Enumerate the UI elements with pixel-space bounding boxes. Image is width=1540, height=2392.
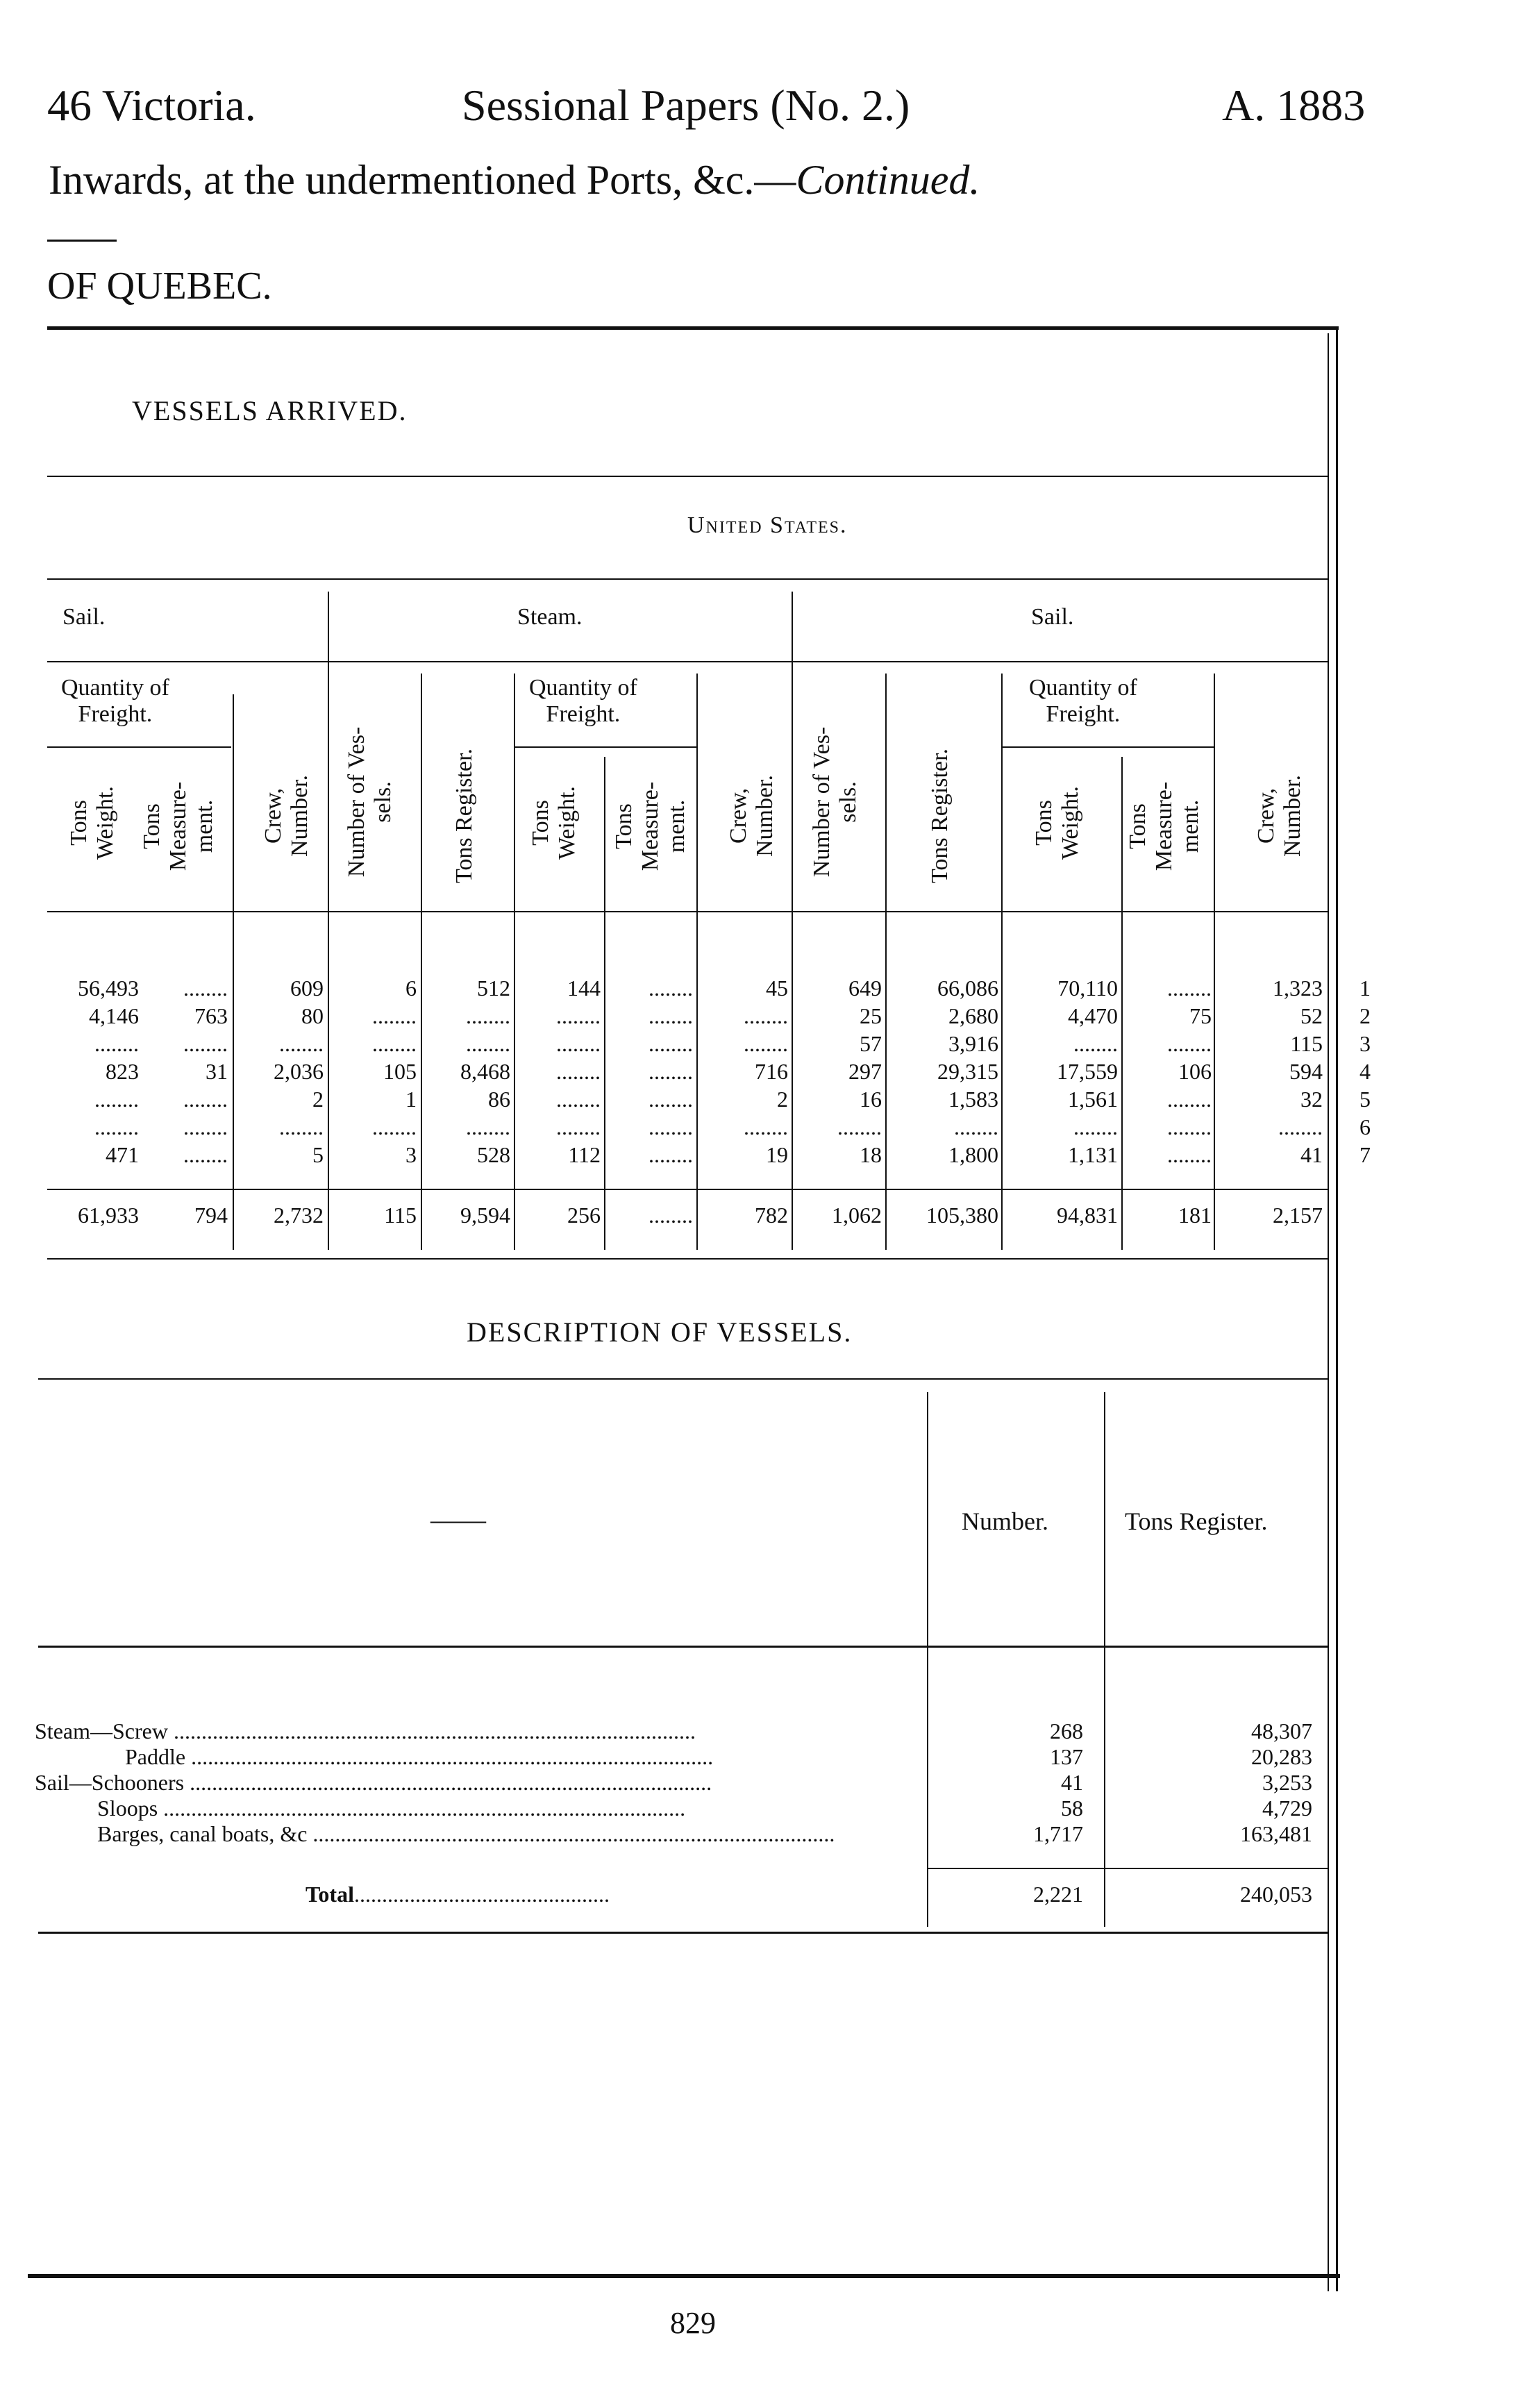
subhead-rule: [1001, 746, 1214, 748]
desc-row-label-text: Paddle: [125, 1744, 186, 1769]
cell: 66,086: [937, 976, 998, 1001]
cell: ........: [279, 1031, 324, 1056]
total-cell: 2,732: [274, 1203, 324, 1228]
cell: ........: [1167, 1087, 1212, 1112]
cell: 1: [405, 1087, 417, 1112]
page-number: 829: [670, 2306, 716, 2340]
desc-row-label: [125, 1744, 920, 1770]
head-tons-weight: Tons Weight.: [528, 786, 580, 860]
desc-row-tons: 4,729: [1262, 1796, 1312, 1821]
row-number: 6: [1359, 1114, 1371, 1139]
desc-row-tons: 163,481: [1240, 1821, 1312, 1846]
cell: 115: [1290, 1031, 1323, 1056]
leader-dots: ..............................................................................................: [158, 1796, 686, 1821]
desc-row-label-text: Sloops: [97, 1796, 158, 1821]
block-sail-left: Sail.: [62, 604, 106, 630]
cell: 31: [206, 1059, 228, 1084]
cell: ........: [837, 1114, 882, 1139]
cell: 823: [106, 1059, 139, 1084]
rule-head-bottom: [47, 911, 1328, 912]
cell: ........: [648, 1031, 693, 1056]
total-cell: 782: [755, 1203, 788, 1228]
vessels-arrived-caption: VESSELS ARRIVED.: [132, 395, 408, 426]
cell: 3,916: [948, 1031, 998, 1056]
head-crew-number: Crew, Number.: [726, 774, 778, 858]
cell: 4,146: [89, 1003, 139, 1028]
cell: ........: [648, 1142, 693, 1167]
head-tons-weight: Tons Weight.: [66, 786, 118, 860]
cell: ........: [1167, 976, 1212, 1001]
cell: 25: [860, 1003, 882, 1028]
cell: 2: [312, 1087, 324, 1112]
cell: ........: [94, 1087, 139, 1112]
row-number: 1: [1359, 976, 1371, 1001]
total-cell: 115: [384, 1203, 417, 1228]
cell: 32: [1300, 1087, 1323, 1112]
frame-right-rule-inner: [1328, 333, 1329, 2291]
cell: 2,680: [948, 1003, 998, 1028]
col-divider: [233, 694, 234, 1250]
row-number: 3: [1359, 1031, 1371, 1056]
desc-col-divider: [927, 1392, 928, 1927]
cell: ........: [183, 1087, 228, 1112]
total-cell: 181: [1178, 1203, 1212, 1228]
total-cell: 94,831: [1057, 1203, 1118, 1228]
desc-total-label: [306, 1882, 917, 1907]
cell: ........: [744, 1003, 788, 1028]
cell: 716: [755, 1059, 788, 1084]
leader-dots: ..............................................................................................: [307, 1821, 835, 1846]
cell: 52: [1300, 1003, 1323, 1028]
cell: 609: [290, 976, 324, 1001]
cell: 45: [766, 976, 788, 1001]
cell: 4,470: [1068, 1003, 1118, 1028]
cell: ........: [372, 1114, 417, 1139]
desc-row-tons: 3,253: [1262, 1770, 1312, 1795]
cell: 649: [848, 976, 882, 1001]
cell: 112: [568, 1142, 601, 1167]
cell: ........: [744, 1114, 788, 1139]
cell: 3: [405, 1142, 417, 1167]
desc-rule-bottom: [38, 1932, 1328, 1934]
total-cell: 794: [194, 1203, 228, 1228]
head-number-vessels: Number of Ves- sels.: [344, 726, 396, 878]
cell: ........: [183, 1142, 228, 1167]
frame-right-rule: [1336, 326, 1338, 2291]
rule-totals: [47, 1189, 1328, 1190]
rule-after-totals: [47, 1258, 1328, 1260]
leader-dots: ..............................................................................................: [185, 1744, 714, 1769]
total-cell: 9,594: [460, 1203, 510, 1228]
head-tons-register: Tons Register.: [927, 748, 953, 884]
desc-row-tons: 20,283: [1251, 1744, 1312, 1769]
total-cell: 61,933: [78, 1203, 139, 1228]
desc-row-label-text: Sail—Schooners: [35, 1770, 185, 1795]
rule-2: [47, 578, 1328, 580]
leader-dots: ..............................................................................................: [167, 1718, 696, 1743]
cell: ........: [556, 1114, 601, 1139]
section-title: OF QUEBEC.: [47, 265, 272, 308]
col-divider: [328, 592, 329, 1250]
cell: ........: [372, 1003, 417, 1028]
cell: ........: [183, 1114, 228, 1139]
cell: 106: [1178, 1059, 1212, 1084]
desc-row-label: [35, 1718, 920, 1744]
subhead-rule: [47, 746, 231, 748]
desc-total-tons: 240,053: [1240, 1882, 1312, 1907]
desc-row-label: [35, 1770, 920, 1796]
desc-col-divider: [1104, 1392, 1105, 1927]
desc-row-number: 1,717: [1033, 1821, 1083, 1846]
desc-row-number: 137: [1050, 1744, 1083, 1769]
cell: ........: [1278, 1114, 1323, 1139]
cell: ........: [183, 976, 228, 1001]
desc-row-label-text: Barges, canal boats, &c: [97, 1821, 308, 1846]
cell: ........: [1167, 1114, 1212, 1139]
header-right: A. 1883: [1222, 81, 1366, 130]
row-number: 4: [1359, 1059, 1371, 1084]
cell: ........: [556, 1031, 601, 1056]
desc-row-label: [97, 1796, 920, 1821]
head-tons-measurement: Tons Measure- ment.: [139, 781, 217, 871]
block-steam: Steam.: [517, 604, 583, 630]
cell: ........: [1167, 1031, 1212, 1056]
cell: ........: [94, 1031, 139, 1056]
total-cell: 256: [567, 1203, 601, 1228]
frame-top-rule: [47, 326, 1339, 330]
cell: ........: [648, 1059, 693, 1084]
cell: 56,493: [78, 976, 139, 1001]
leader-dots: ..............................................: [353, 1882, 610, 1907]
cell: 1,583: [948, 1087, 998, 1112]
cell: 297: [848, 1059, 882, 1084]
desc-row-number: 41: [1061, 1770, 1083, 1795]
desc-row-tons: 48,307: [1251, 1718, 1312, 1743]
head-number-vessels: Number of Ves- sels.: [809, 726, 861, 878]
row-number: 2: [1359, 1003, 1371, 1028]
cell: 80: [301, 1003, 324, 1028]
cell: ........: [372, 1031, 417, 1056]
cell: ........: [648, 1003, 693, 1028]
cell: 18: [860, 1142, 882, 1167]
cell: ........: [1073, 1031, 1118, 1056]
desc-head-number: Number.: [962, 1507, 1048, 1535]
cell: ........: [648, 1087, 693, 1112]
cell: ........: [556, 1003, 601, 1028]
total-cell: 2,157: [1273, 1203, 1323, 1228]
cell: ........: [183, 1031, 228, 1056]
total-cell: ........: [648, 1203, 693, 1228]
row-number: 7: [1359, 1142, 1371, 1167]
cell: 512: [477, 976, 510, 1001]
cell: 70,110: [1057, 976, 1118, 1001]
cell: ........: [954, 1114, 998, 1139]
cell: 594: [1289, 1059, 1323, 1084]
cell: 2,036: [274, 1059, 324, 1084]
desc-row-label: [97, 1821, 920, 1847]
cell: 763: [194, 1003, 228, 1028]
description-caption: DESCRIPTION OF VESSELS.: [467, 1316, 853, 1348]
cell: ........: [466, 1114, 510, 1139]
cell: 1,323: [1273, 976, 1323, 1001]
cell: 41: [1300, 1142, 1323, 1167]
cell: 8,468: [460, 1059, 510, 1084]
head-qty-freight-3: Quantity of Freight.: [1029, 675, 1137, 727]
total-cell: 1,062: [832, 1203, 882, 1228]
block-sail-right: Sail.: [1031, 604, 1074, 630]
cell: ........: [648, 1114, 693, 1139]
desc-row-number: 58: [1061, 1796, 1083, 1821]
subhead-rule: [514, 746, 696, 748]
head-crew-number: Crew, Number.: [1253, 774, 1305, 858]
desc-rule-2: [38, 1646, 1328, 1648]
cell: 6: [405, 976, 417, 1001]
cell: ........: [1167, 1142, 1212, 1167]
cell: 17,559: [1057, 1059, 1118, 1084]
cell: 5: [312, 1142, 324, 1167]
desc-head-tons: Tons Register.: [1125, 1507, 1268, 1535]
short-rule: [47, 240, 117, 242]
cell: ........: [279, 1114, 324, 1139]
cell: ........: [744, 1031, 788, 1056]
cell: 2: [777, 1087, 788, 1112]
cell: ........: [556, 1087, 601, 1112]
cell: ........: [1073, 1114, 1118, 1139]
desc-row-number: 268: [1050, 1718, 1083, 1743]
desc-row-label-text: Steam—Screw: [35, 1718, 168, 1743]
row-number: 5: [1359, 1087, 1371, 1112]
cell: ........: [556, 1059, 601, 1084]
desc-total-label-text: Total: [306, 1882, 354, 1907]
cell: 57: [860, 1031, 882, 1056]
rule-3: [47, 661, 1328, 662]
page-bottom-rule: [28, 2274, 1340, 2278]
desc-rule-1: [38, 1378, 1328, 1380]
cell: 471: [106, 1142, 139, 1167]
cell: ........: [94, 1114, 139, 1139]
cell: ........: [466, 1003, 510, 1028]
cell: ........: [466, 1031, 510, 1056]
cell: 528: [477, 1142, 510, 1167]
desc-dash: ——: [430, 1504, 486, 1535]
head-crew-number: Crew, Number.: [260, 774, 312, 858]
head-tons-measurement: Tons Measure- ment.: [611, 781, 689, 871]
cell: 1,800: [948, 1142, 998, 1167]
cell: 75: [1189, 1003, 1212, 1028]
cell: 16: [860, 1087, 882, 1112]
cell: ........: [648, 976, 693, 1001]
head-tons-weight: Tons Weight.: [1031, 786, 1083, 860]
cell: 29,315: [937, 1059, 998, 1084]
rule-1: [47, 476, 1328, 477]
cell: 144: [567, 976, 601, 1001]
group-united-states: United States.: [687, 512, 848, 538]
header-left: 46 Victoria.: [47, 81, 256, 130]
subtitle-prefix: Inwards, at the undermentioned Ports, &c.—: [49, 157, 796, 203]
subtitle-continued: Continued.: [796, 157, 980, 203]
total-cell: 105,380: [926, 1203, 998, 1228]
leader-dots: ..............................................................................................: [184, 1770, 712, 1795]
cell: 1,561: [1068, 1087, 1118, 1112]
head-qty-freight-2: Quantity of Freight.: [529, 675, 637, 727]
cell: 105: [383, 1059, 417, 1084]
subtitle: [49, 156, 980, 204]
head-tons-register: Tons Register.: [451, 748, 477, 884]
desc-total-number: 2,221: [1033, 1882, 1083, 1907]
cell: 86: [488, 1087, 510, 1112]
cell: 1,131: [1068, 1142, 1118, 1167]
desc-total-rule: [927, 1868, 1328, 1869]
head-qty-freight-1: Quantity of Freight.: [61, 675, 169, 727]
head-tons-measurement: Tons Measure- ment.: [1125, 781, 1203, 871]
cell: 19: [766, 1142, 788, 1167]
header-center: Sessional Papers (No. 2.): [462, 81, 910, 130]
